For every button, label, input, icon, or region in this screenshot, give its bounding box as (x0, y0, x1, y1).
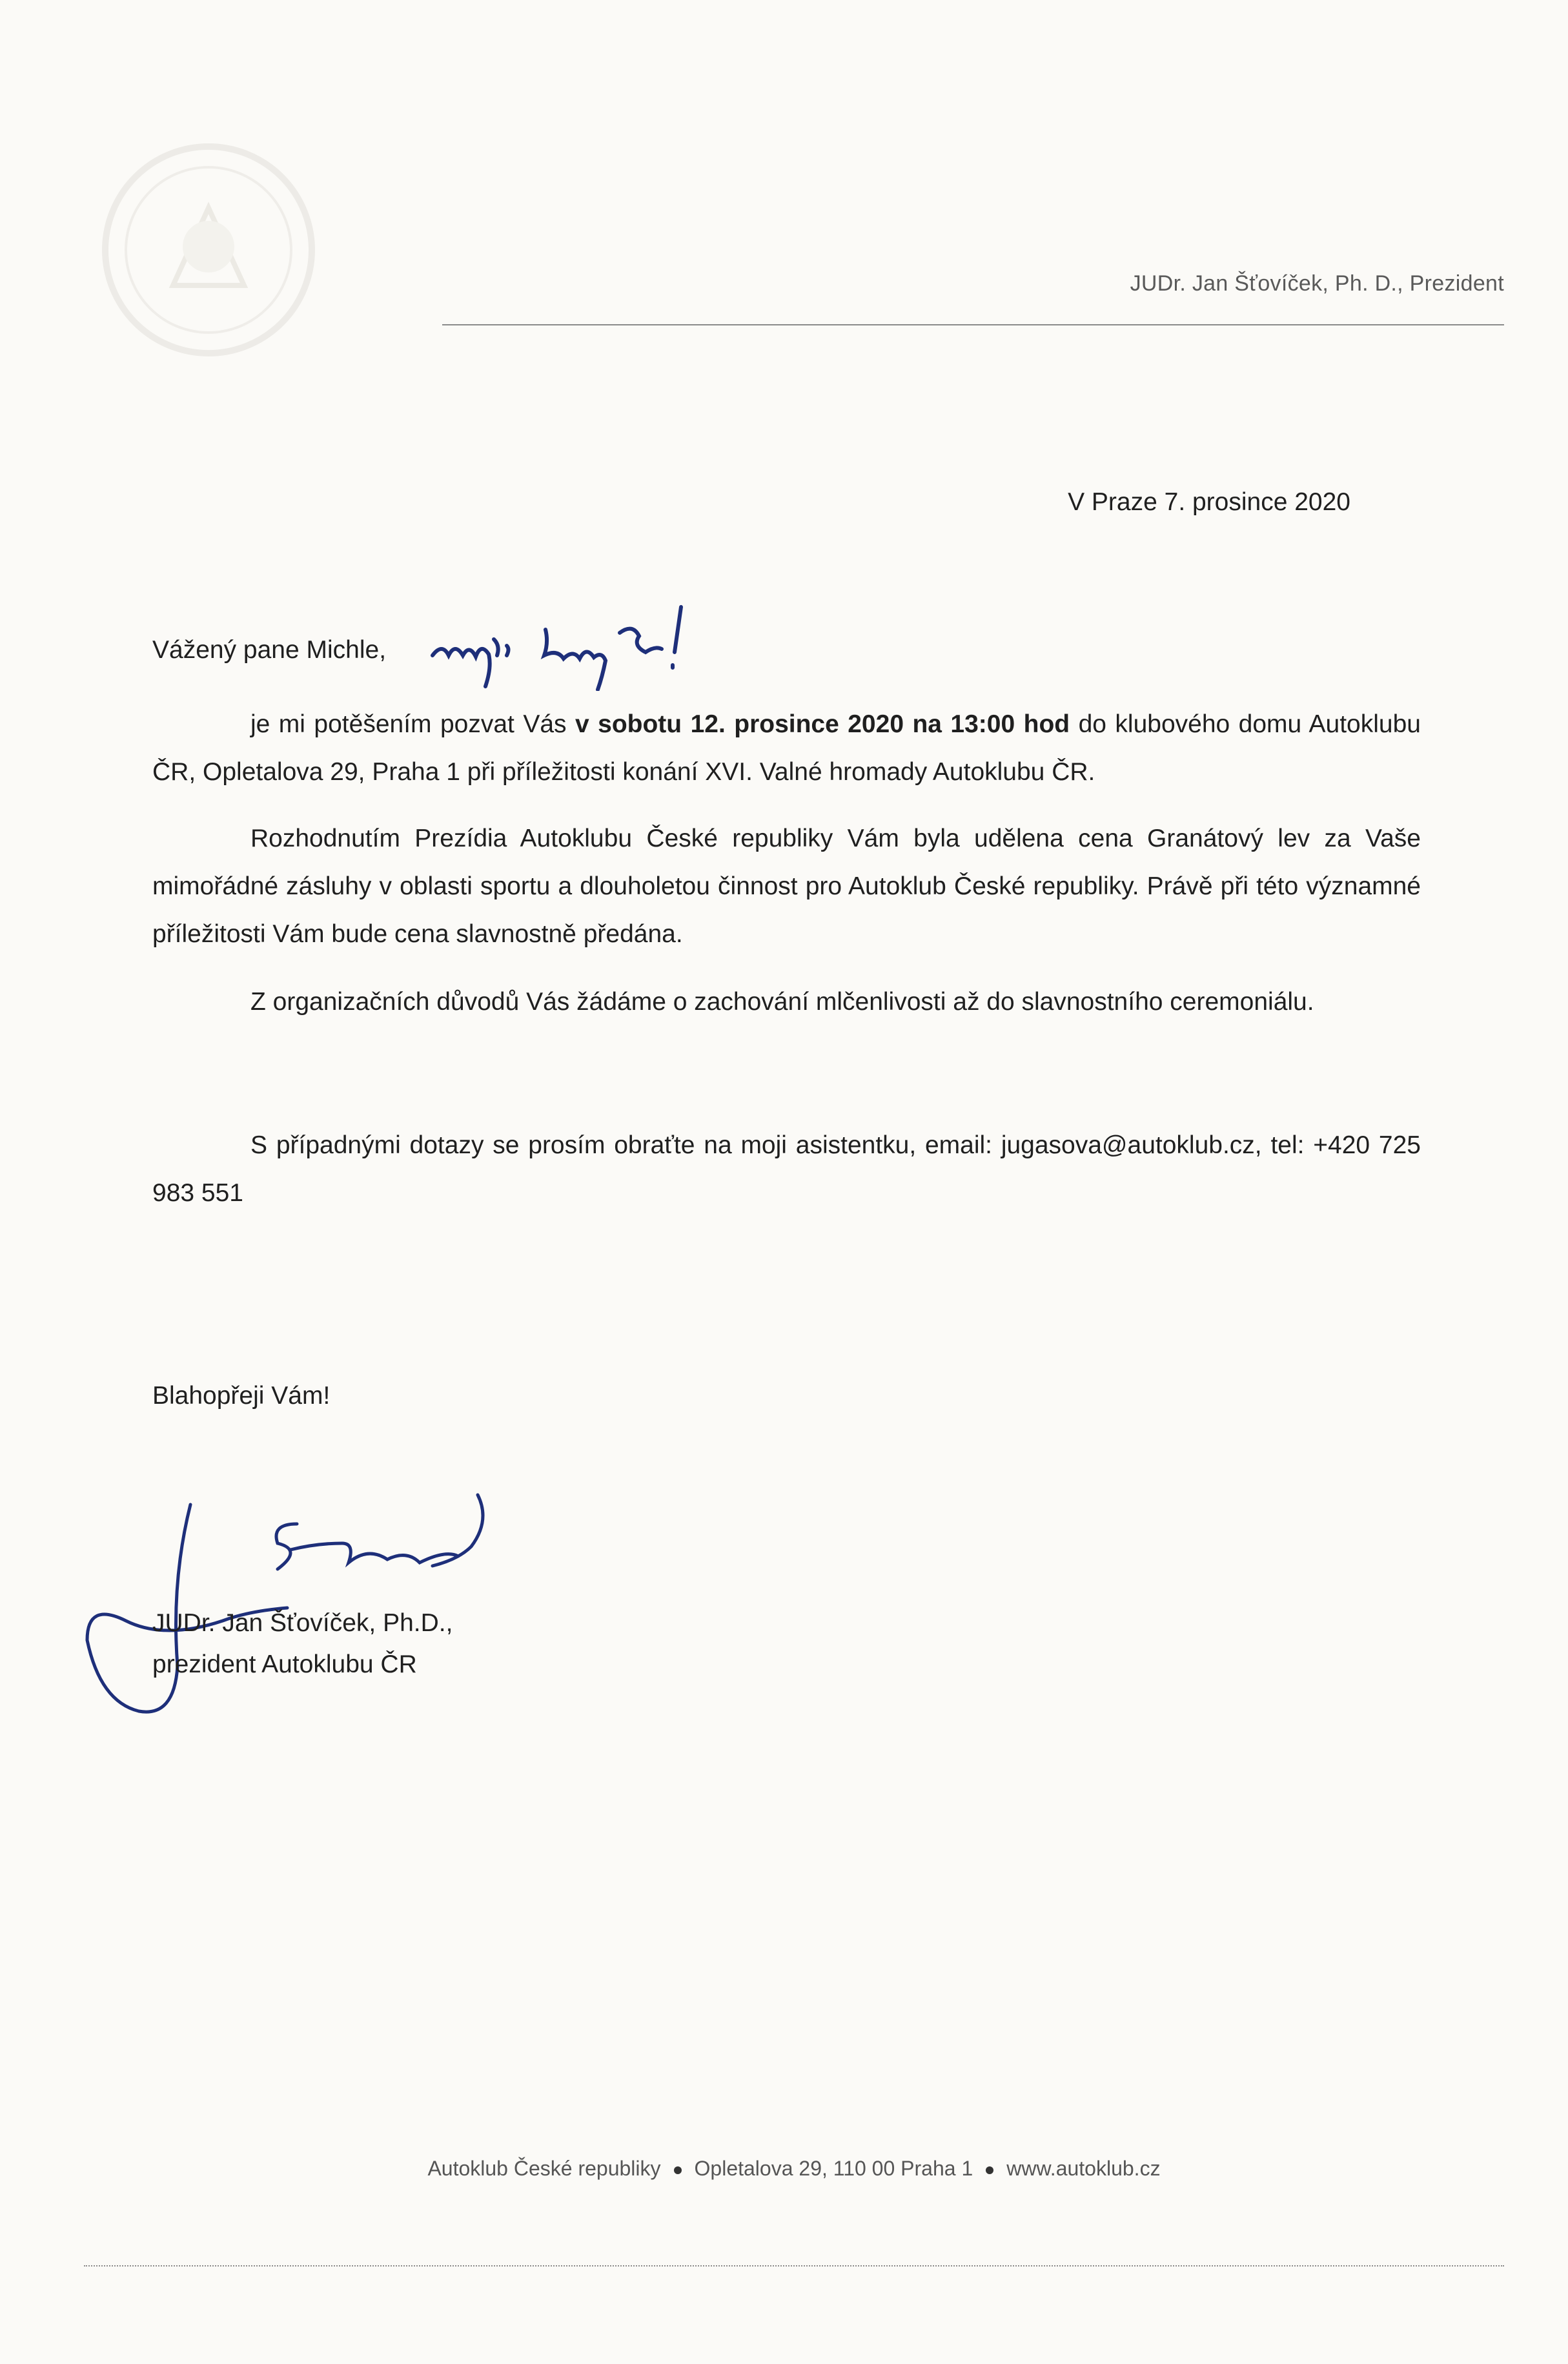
paragraph-contact: S případnými dotazy se prosím obraťte na moji asistentku, email: jugasova@autoklub.cz, tel: +420 725 983 551 (152, 1131, 1421, 1207)
footer-org: Autoklub České republiky (427, 2157, 661, 2180)
letter-date: V Praze 7. prosince 2020 (1068, 488, 1350, 516)
footer-rule (84, 2265, 1504, 2266)
paragraph-invitation: je mi potěšením pozvat Vás v sobotu 12. prosince 2020 na 13:00 hod do klubového domu Autoklubu ČR, Opletalova 29, Praha 1 při příležitosti konání XVI. Valné hromady Autoklubu ČR. (152, 710, 1421, 786)
footer-web[interactable]: www.autoklub.cz (1006, 2157, 1161, 2180)
bullet-icon (986, 2166, 993, 2174)
closing: Blahopřeji Vám! (152, 1382, 331, 1410)
letterhead-name: JUDr. Jan Šťovíček, Ph. D., Prezident (1130, 271, 1504, 296)
letterhead-rule (442, 324, 1504, 325)
signer-title: prezident Autoklubu ČR (152, 1650, 417, 1678)
footer (84, 2157, 1504, 2181)
handwritten-greeting (426, 594, 710, 691)
paragraph-confidentiality: Z organizačních důvodů Vás žádáme o zachování mlčenlivosti až do slavnostního ceremoniálu. (250, 988, 1314, 1016)
signer-block (152, 1603, 453, 1685)
signer-name: JUDr. Jan Šťovíček, Ph.D., (152, 1609, 453, 1637)
embossed-seal (96, 137, 321, 363)
bullet-icon (674, 2166, 682, 2174)
footer-address: Opletalova 29, 110 00 Praha 1 (694, 2157, 973, 2180)
paragraph-award: Rozhodnutím Prezídia Autoklubu České republiky Vám byla udělena cena Granátový lev za Vaše mimořádné zásluhy v oblasti sportu a dlouholetou činnost pro Autoklub České republiky. Právě při této významné příležitosti Vám bude cena slavnostně předána. (152, 825, 1421, 948)
event-datetime: v sobotu 12. prosince 2020 na 13:00 hod (575, 710, 1070, 738)
salutation: Vážený pane Michle, (152, 636, 387, 664)
